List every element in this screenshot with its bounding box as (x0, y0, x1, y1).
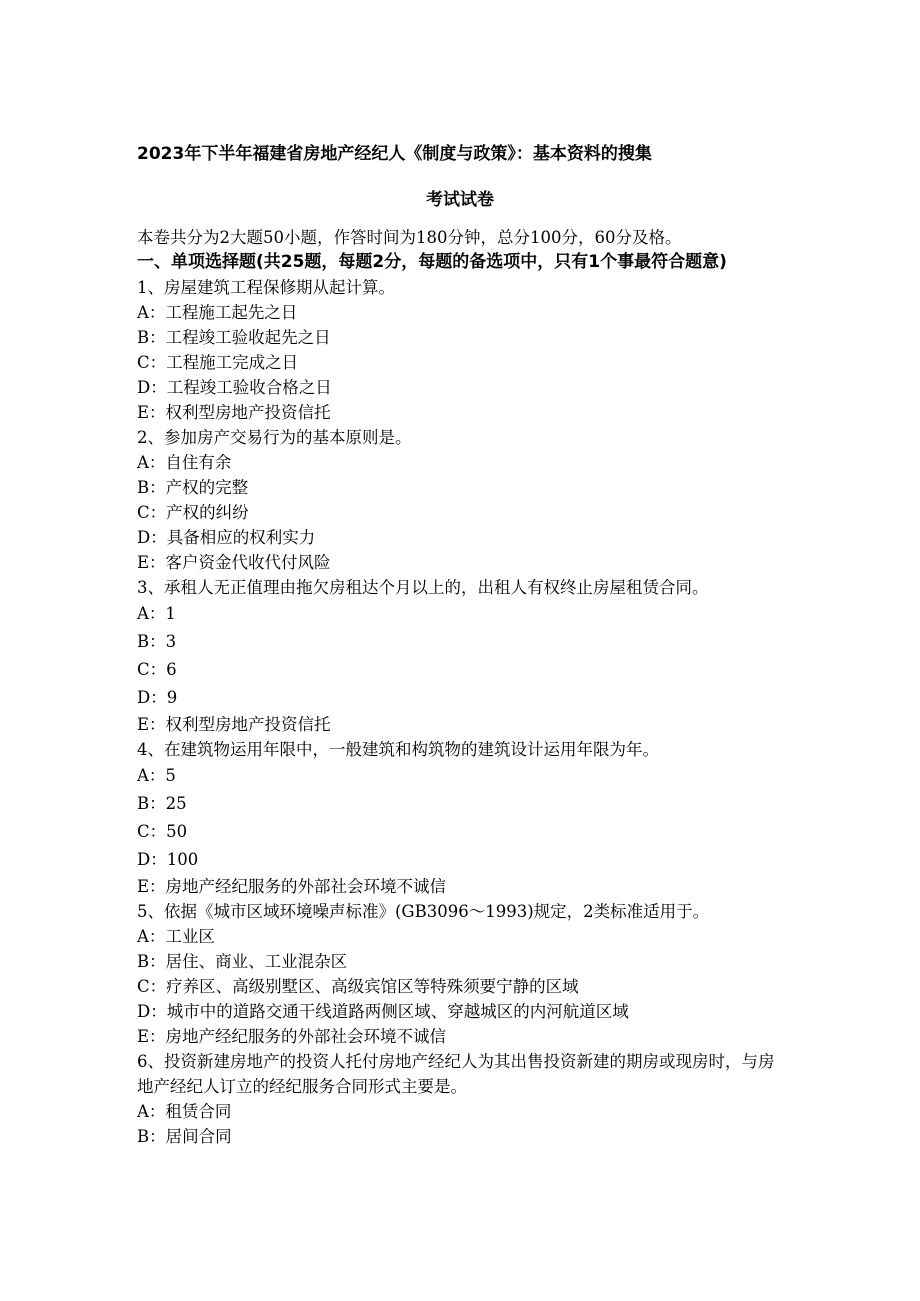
question-option: E：房地产经纪服务的外部社会环境不诚信 (137, 1027, 447, 1046)
question-option: A：5 (137, 766, 176, 785)
question-option: B：3 (137, 632, 177, 651)
question-option: E：权利型房地产投资信托 (137, 715, 331, 734)
question-option: E：房地产经纪服务的外部社会环境不诚信 (137, 877, 447, 896)
question-option: D：具备相应的权利实力 (137, 528, 316, 547)
question-option: A：自住有余 (137, 453, 232, 472)
question-option: D：100 (137, 850, 199, 869)
question-option: A：租赁合同 (137, 1102, 232, 1121)
question-option: B：产权的完整 (137, 478, 249, 497)
question-stem: 2、参加房产交易行为的基本原则是。 (137, 428, 412, 447)
question-option: C：50 (137, 822, 188, 841)
question-option: A：1 (137, 604, 176, 623)
question-option: C：6 (137, 660, 177, 679)
document-title: 2023年下半年福建省房地产经纪人《制度与政策》：基本资料的搜集 (137, 144, 652, 164)
question-option: D：工程竣工验收合格之日 (137, 378, 332, 397)
question-option: C：疗养区、高级别墅区、高级宾馆区等特殊须要宁静的区域 (137, 977, 579, 996)
question-option: D：9 (137, 688, 178, 707)
question-option: A：工程施工起先之日 (137, 303, 298, 322)
question-option: B：25 (137, 794, 187, 813)
question-option: C：产权的纠纷 (137, 503, 249, 522)
question-option: B：工程竣工验收起先之日 (137, 328, 331, 347)
question-option: B：居间合同 (137, 1127, 232, 1146)
question-stem: 4、在建筑物运用年限中，一般建筑和构筑物的建筑设计运用年限为年。 (137, 740, 659, 759)
section-heading: 一、单项选择题(共25题，每题2分，每题的备选项中，只有1个事最符合题意) (137, 252, 727, 272)
question-option: D：城市中的道路交通干线道路两侧区域、穿越城区的内河航道区域 (137, 1002, 629, 1021)
question-stem: 6、投资新建房地产的投资人托付房地产经纪人为其出售投资新建的期房或现房时，与房地产经纪人订立的经纪服务合同形式主要是。 (137, 1052, 775, 1096)
question-option: C：工程施工完成之日 (137, 353, 299, 372)
document-subtitle: 考试试卷 (426, 190, 494, 210)
question-option: E：权利型房地产投资信托 (137, 403, 331, 422)
question-stem: 1、房屋建筑工程保修期从起计算。 (137, 278, 395, 297)
document-body (137, 225, 787, 1149)
exam-intro: 本卷共分为2大题50小题，作答时间为180分钟，总分100分，60分及格。 (137, 228, 682, 247)
question-option: A：工业区 (137, 927, 215, 946)
question-stem: 5、依据《城市区域环境噪声标准》(GB3096～1993)规定，2类标准适用于。 (137, 902, 710, 921)
question-option: E：客户资金代收代付风险 (137, 553, 331, 572)
question-stem: 3、承租人无正值理由拖欠房租达个月以上的，出租人有权终止房屋租赁合同。 (137, 578, 709, 597)
question-option: B：居住、商业、工业混杂区 (137, 952, 348, 971)
